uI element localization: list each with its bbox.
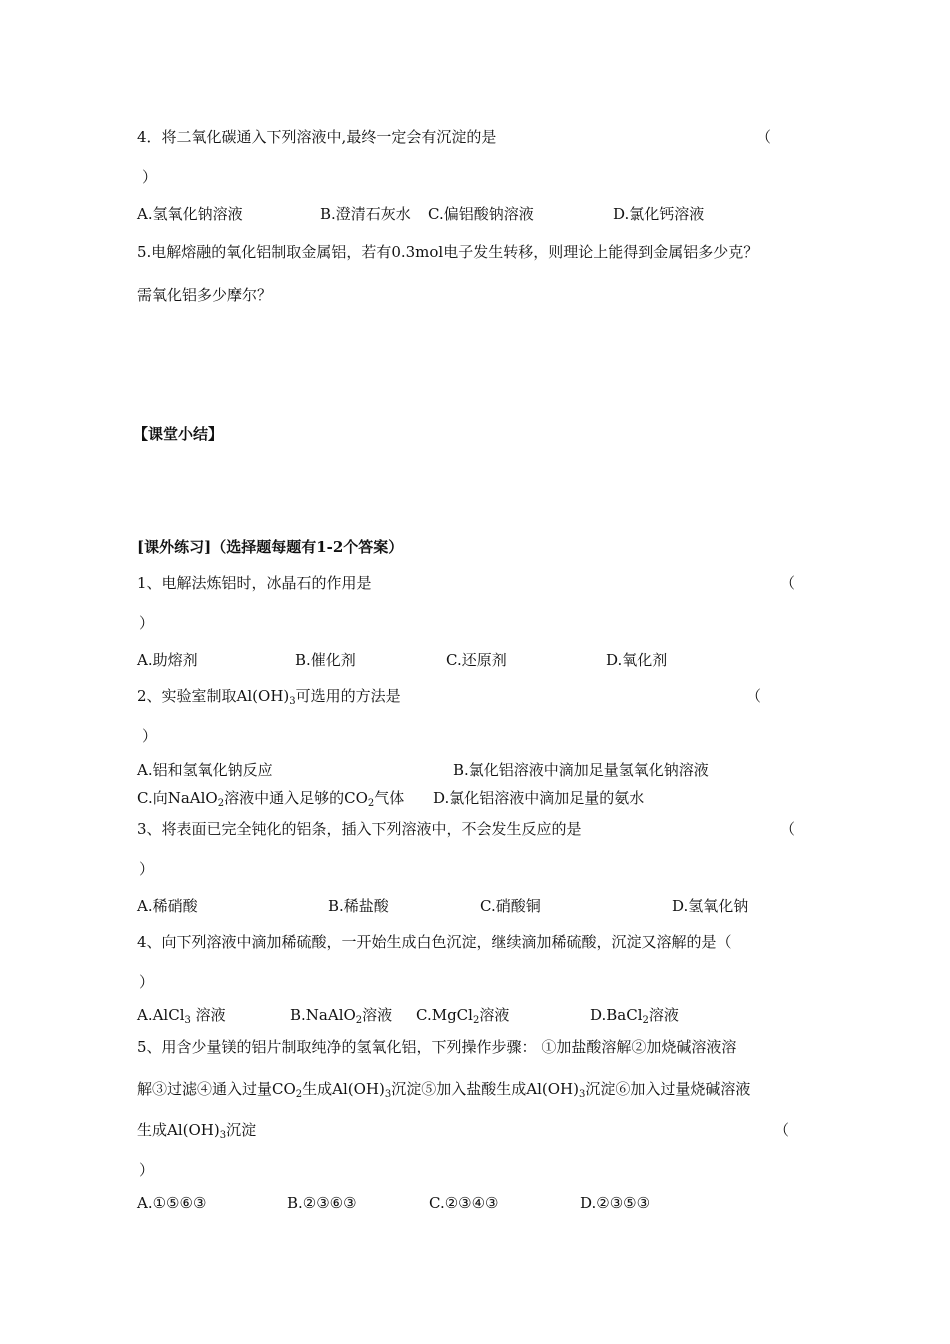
- p2-paren-open: （: [746, 687, 762, 705]
- p4-option-c: C.MgCl$_2$溶液: [416, 1006, 510, 1026]
- summary-heading: 【课堂小结】: [133, 425, 224, 443]
- p2-paren-close: ）: [142, 727, 158, 745]
- p2-option-b: B.氯化铝溶液中滴加足量氢氧化钠溶液: [453, 761, 709, 779]
- p5-option-d: D.②③⑤③: [580, 1194, 651, 1212]
- p4-stem: 4、向下列溶液中滴加稀硫酸，一开始生成白色沉淀，继续滴加稀硫酸，沉淀又溶解的是（: [137, 933, 732, 951]
- p3-option-d: D.氢氧化钠: [672, 897, 749, 915]
- p5-line-2: 解③过滤④通入过量$CO_2$生成$Al(OH)_3$沉淀⑤加入盐酸生成$Al(OH)_3$沉淀⑥加入过量烧碱溶液: [137, 1080, 751, 1100]
- p2-option-c: C.向NaAlO$_2$溶液中通入足够的$CO_2$气体: [137, 789, 405, 809]
- q5-line-2: 需氧化铝多少摩尔？: [137, 286, 273, 304]
- p3-stem: 3、将表面已完全钝化的铝条，插入下列溶液中，不会发生反应的是: [137, 820, 582, 838]
- p4-option-b: B.NaAlO$_2$溶液: [290, 1006, 393, 1026]
- p1-option-d: D.氧化剂: [606, 651, 668, 669]
- p5-paren-open: （: [774, 1121, 790, 1139]
- q4-paren-close: ）: [142, 168, 158, 186]
- q4-stem: 4．将二氧化碳通入下列溶液中,最终一定会有沉淀的是: [137, 128, 497, 146]
- q5-line-1: 5.电解熔融的氧化铝制取金属铝，若有0.3mol电子发生转移，则理论上能得到金属铝多少克？: [137, 243, 759, 261]
- p3-option-b: B.稀盐酸: [328, 897, 389, 915]
- practice-heading: [课外练习]（选择题每题有1-2个答案）: [137, 538, 404, 556]
- p3-option-a: A.稀硝酸: [137, 897, 198, 915]
- p1-paren-open: （: [780, 574, 796, 592]
- p4-option-a: A.AlCl$_3$ 溶液: [137, 1006, 226, 1026]
- p5-option-b: B.②③⑥③: [287, 1194, 357, 1212]
- p1-stem: 1、电解法炼铝时，冰晶石的作用是: [137, 574, 372, 592]
- p5-option-c: C.②③④③: [429, 1194, 499, 1212]
- q4-option-c: C.偏铝酸钠溶液: [428, 205, 534, 223]
- q4-paren-open: （: [756, 128, 772, 146]
- p1-paren-close: ）: [139, 614, 155, 632]
- q4-option-d: D.氯化钙溶液: [613, 205, 705, 223]
- p4-paren-close: ）: [139, 973, 155, 991]
- p5-option-a: A.①⑤⑥③: [137, 1194, 207, 1212]
- p2-stem: 2、实验室制取$Al(OH)_3$可选用的方法是: [137, 687, 401, 707]
- p3-option-c: C.硝酸铜: [480, 897, 541, 915]
- p3-paren-open: （: [780, 820, 796, 838]
- p3-paren-close: ）: [139, 860, 155, 878]
- p1-option-a: A.助熔剂: [137, 651, 198, 669]
- q4-option-a: A.氢氧化钠溶液: [137, 205, 243, 223]
- p5-line-1: 5、用含少量镁的铝片制取纯净的氢氧化铝，下列操作步骤： ①加盐酸溶解②加烧碱溶液溶: [137, 1038, 737, 1056]
- p5-paren-close: ）: [139, 1161, 155, 1179]
- p4-option-d: D.BaCl$_2$溶液: [590, 1006, 679, 1026]
- p2-option-a: A.铝和氢氧化钠反应: [137, 761, 273, 779]
- p5-line-3: 生成$Al(OH)_3$沉淀: [137, 1121, 257, 1141]
- p1-option-c: C.还原剂: [446, 651, 507, 669]
- q4-option-b: B.澄清石灰水: [320, 205, 411, 223]
- p1-option-b: B.催化剂: [295, 651, 356, 669]
- p2-option-d: D.氯化铝溶液中滴加足量的氨水: [433, 789, 645, 807]
